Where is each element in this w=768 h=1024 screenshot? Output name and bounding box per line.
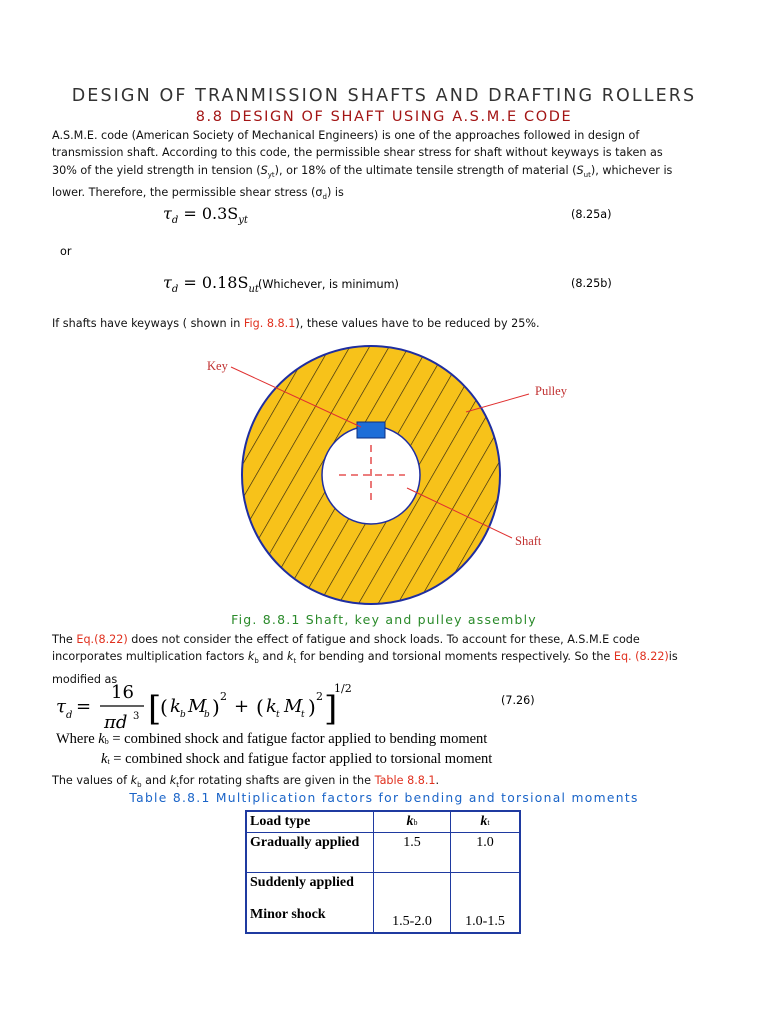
svg-text:): )	[308, 695, 316, 719]
intro-line-4: lower. Therefore, the permissible shear stress $(\sigma_d)$ is	[52, 186, 344, 202]
document-title: DESIGN OF TRANMISSION SHAFTS AND DRAFTING ROLLERS	[71, 86, 697, 106]
table-header-row	[246, 811, 520, 833]
svg-text:b: b	[204, 710, 210, 720]
equation-link[interactable]: Eq. (8.22)	[613, 650, 669, 664]
where-line-2: kt = combined shock and fatigue factor applied to torsional moment	[101, 751, 493, 767]
row-load-type: Gradually applied	[246, 833, 374, 873]
equation-note: (Whichever, is minimum)	[258, 278, 399, 291]
svg-text:t: t	[301, 710, 305, 720]
svg-text:πd: πd	[104, 712, 128, 733]
table-link[interactable]: Table 8.8.1	[374, 774, 436, 787]
svg-text:M: M	[284, 696, 303, 717]
key-label: Key	[207, 359, 228, 373]
header-kt: kt	[451, 811, 521, 833]
table-row	[246, 833, 520, 873]
intro-line-3: 30% of the yield strength in tension $(S_{yt})$, or 18% of the ultimate tensile strength of material $(S_{ut})$, whichever is	[52, 163, 673, 179]
svg-text:2: 2	[220, 690, 227, 703]
row-kt: 1.0	[451, 833, 521, 873]
intro-line-1: A.S.M.E. code (American Society of Mechanical Engineers) is one of the approaches followed in design of	[52, 129, 640, 142]
figure-caption: Fig. 8.8.1 Shaft, key and pulley assembly	[231, 612, 537, 627]
key-block	[357, 422, 385, 438]
svg-text:τ: τ	[56, 696, 66, 717]
equation-7-26	[52, 678, 572, 738]
equation-number: (8.25b)	[571, 277, 612, 290]
header-kb: kb	[374, 811, 451, 833]
svg-text:(: (	[256, 695, 264, 719]
svg-text:(: (	[160, 695, 168, 719]
svg-text:b: b	[180, 710, 186, 720]
svg-text:k: k	[170, 696, 181, 717]
svg-text:M: M	[188, 696, 207, 717]
row-load-type: Suddenly applied Minor shock	[246, 873, 374, 933]
multiplication-factors-table	[245, 810, 521, 934]
svg-text:k: k	[266, 696, 277, 717]
section-heading: 8.8 DESIGN OF SHAFT USING A.S.M.E CODE	[195, 109, 573, 125]
equation-8-25b: $\tau_d = 0.18S_{ut}$ (Whichever, is minimum) (8.25b)	[163, 273, 612, 295]
equation-number: (7.26)	[501, 694, 535, 707]
equation-number: (8.25a)	[571, 208, 612, 221]
svg-text:2: 2	[316, 690, 323, 703]
svg-text:]: ]	[324, 689, 338, 729]
keyway-note: If shafts have keyways ( shown in Fig. 8.8.1), these values have to be reduced by 25%.	[52, 317, 540, 330]
row-kb: 1.5	[374, 833, 451, 873]
svg-text:16: 16	[111, 682, 134, 703]
svg-text:3: 3	[133, 711, 140, 722]
paragraph-2: The Eq.(8.22) does not consider the effect of fatigue and shock loads. To account for these, A.S.M.E code incorporates multiplication factors $k_b$ and $k_t$ for bending and torsional moments respectively. So the Eq. (8.22)is modified as	[52, 633, 678, 686]
pulley-label: Pulley	[535, 384, 567, 398]
equation-link[interactable]: Eq.(8.22)	[76, 633, 128, 646]
row-kb: 1.5-2.0	[374, 873, 451, 933]
where-line-1: Where kb = combined shock and fatigue factor applied to bending moment	[56, 731, 488, 747]
svg-text:=: =	[76, 696, 92, 717]
svg-text:): )	[212, 695, 220, 719]
header-load-type: Load type	[246, 811, 374, 833]
intro-line-2: transmission shaft. According to this code, the permissible shear stress for shaft without keyways is taken as	[52, 146, 663, 160]
figure-link[interactable]: Fig. 8.8.1	[243, 317, 296, 330]
row-kt: 1.0-1.5	[451, 873, 521, 933]
svg-text:1/2: 1/2	[334, 682, 352, 695]
or-text: or	[60, 245, 72, 258]
svg-text:[: [	[148, 689, 162, 729]
svg-text:+: +	[234, 696, 250, 717]
shaft-key-pulley-figure	[0, 340, 768, 610]
svg-text:t: t	[276, 710, 280, 720]
svg-text:d: d	[66, 710, 73, 721]
table-caption: Table 8.8.1 Multiplication factors for bending and torsional moments	[129, 791, 639, 805]
values-note: The values of $k_b$ and $k_tfor$ rotating shafts are given in the Table 8.8.1.	[52, 774, 440, 790]
table-row	[246, 873, 520, 933]
intro-paragraph	[52, 127, 717, 207]
shaft-label: Shaft	[515, 534, 542, 548]
equation-8-25a: $\tau_d = 0.3S_{yt}$ (8.25a)	[163, 204, 612, 226]
